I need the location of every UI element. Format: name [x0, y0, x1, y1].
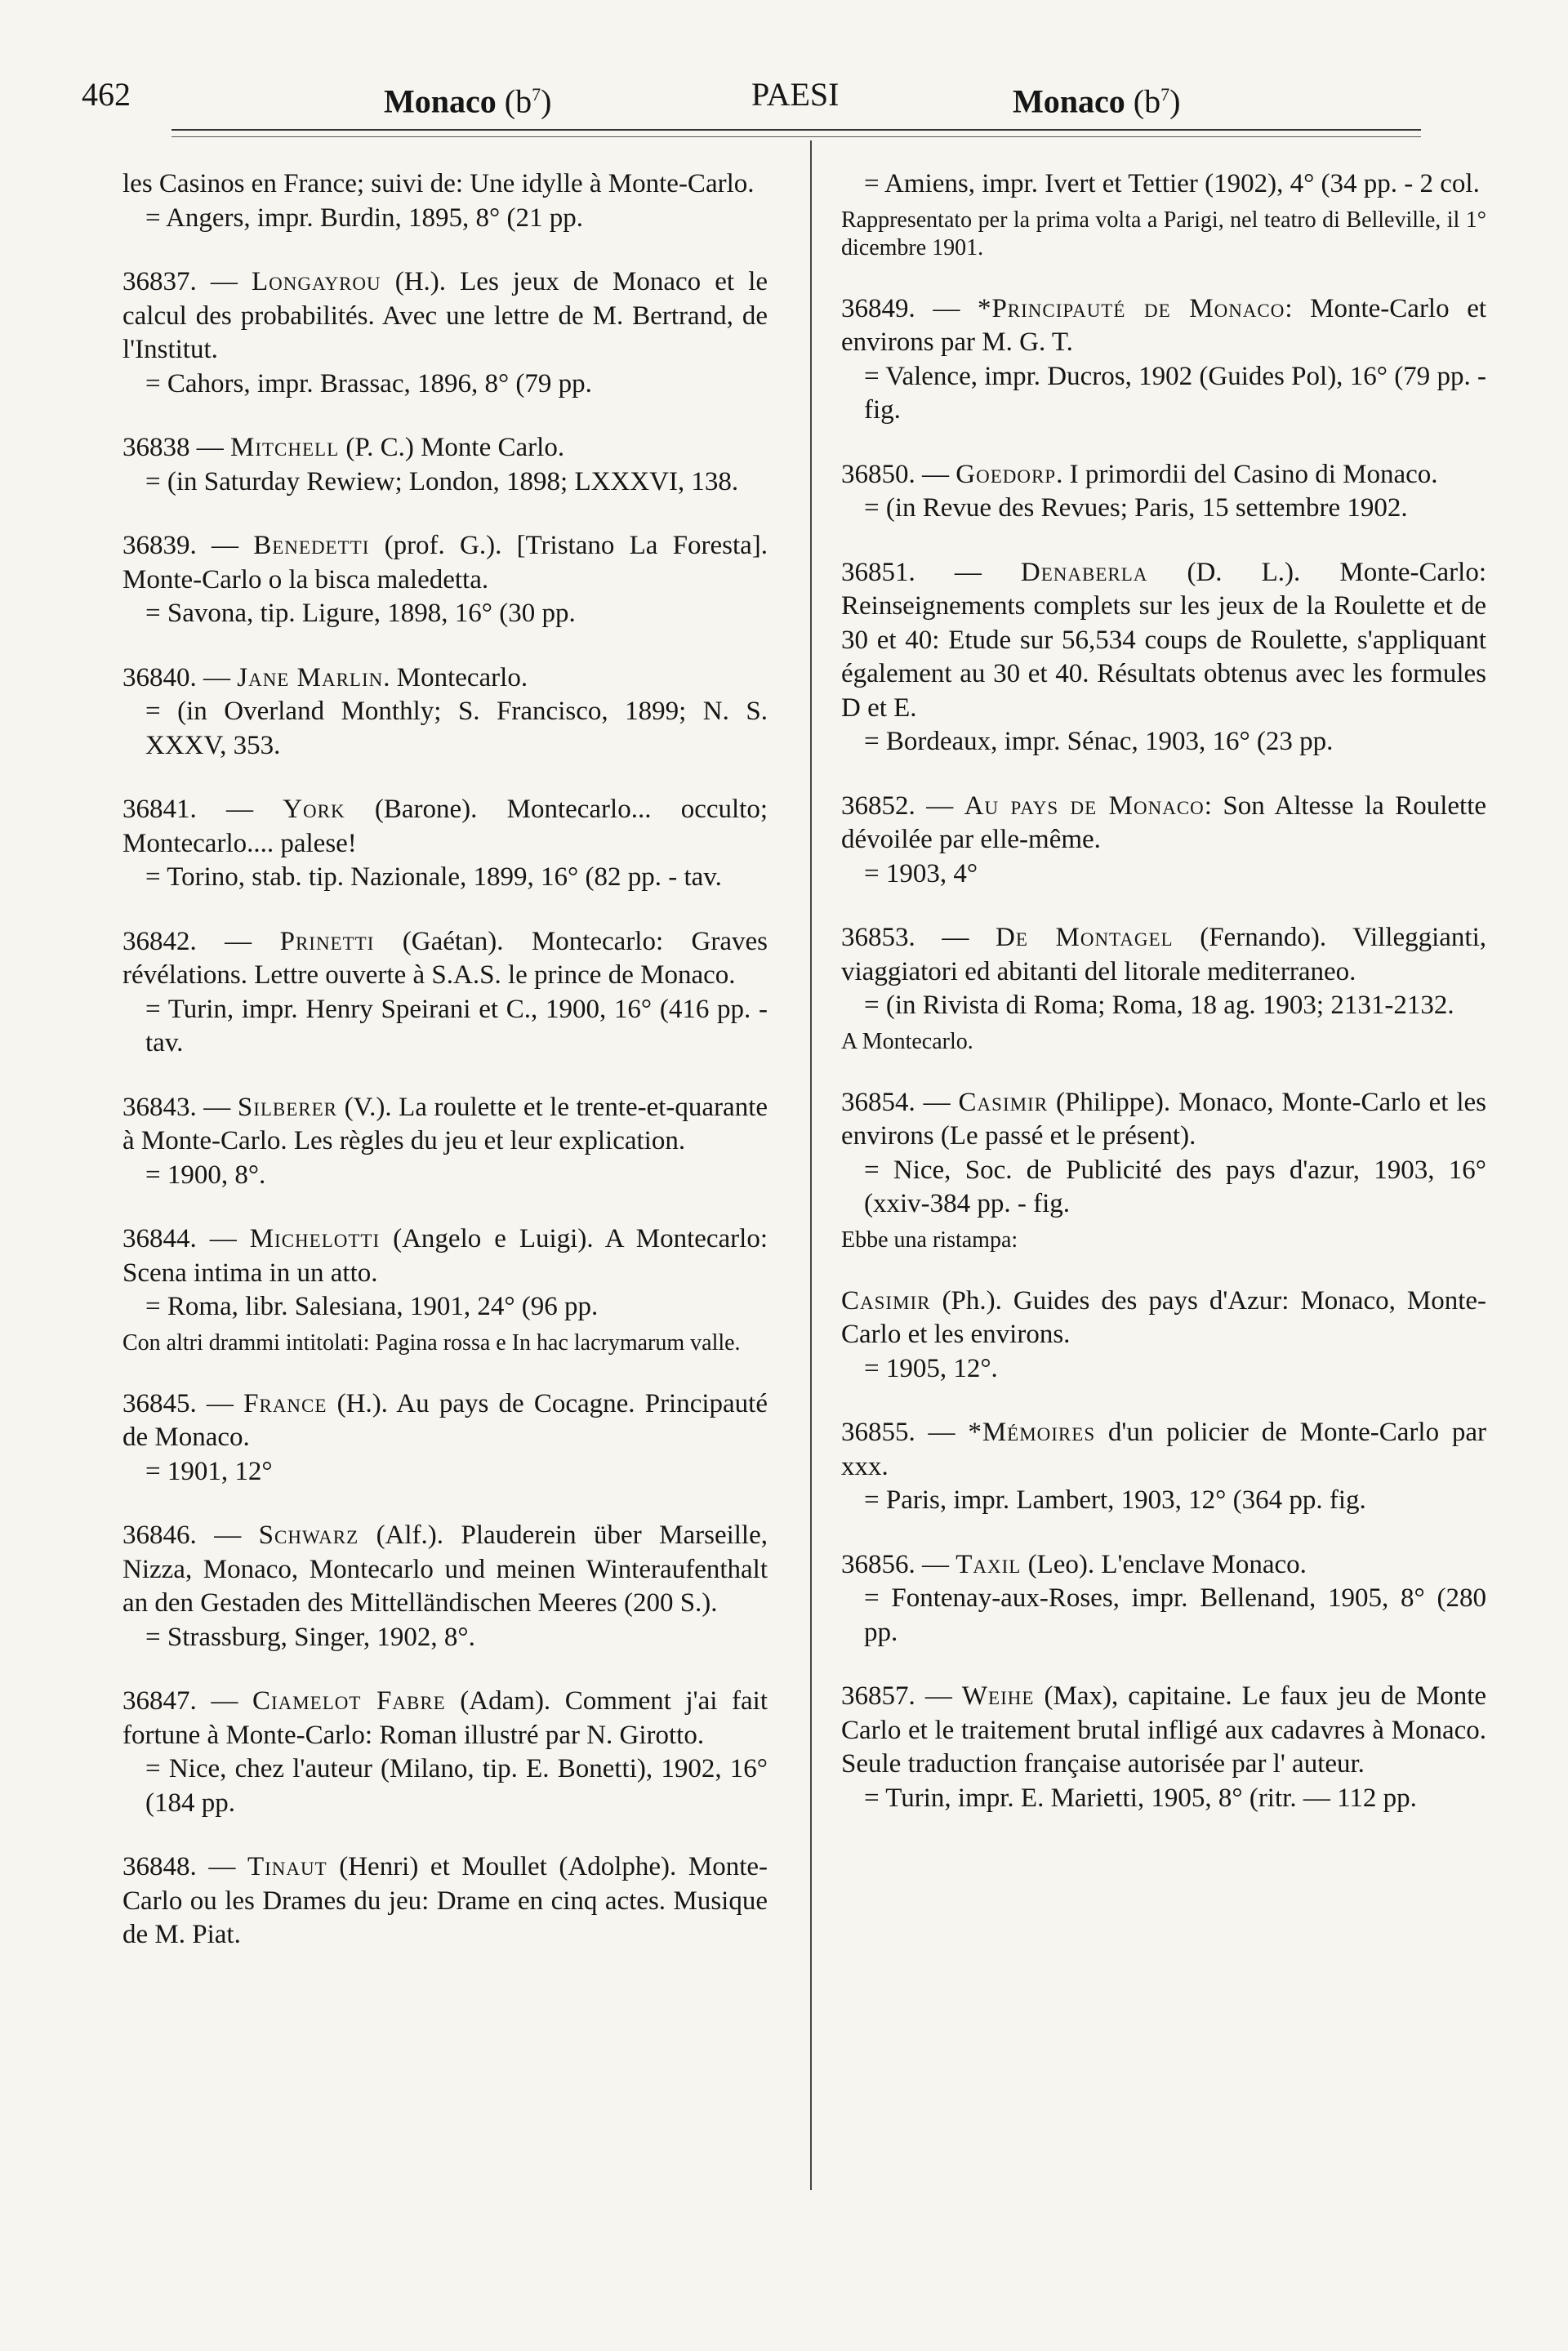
- entry-description: (Barone). Montecarlo... occulto; Montecarlo.... palese!: [122, 795, 768, 858]
- entry-number: 36840. —: [122, 662, 230, 692]
- entry-number: 36855. —: [841, 1418, 956, 1447]
- entry-number: 36851. —: [841, 557, 982, 587]
- entry-number: 36857. —: [841, 1681, 952, 1711]
- entry-title: [122, 431, 768, 465]
- entry-number: 36852. —: [841, 790, 954, 821]
- entry-number: 36847. —: [122, 1686, 238, 1716]
- bibliography-entry: [122, 1850, 768, 1952]
- entry-number: 36854. —: [841, 1087, 951, 1117]
- entry-note: Ebbe una ristampa:: [841, 1227, 1018, 1253]
- entry-author: York: [283, 795, 345, 824]
- entry-publication: = (in Saturday Rewiew; London, 1898; LXXXVI, 138.: [145, 466, 739, 496]
- entry-title: [841, 790, 1486, 857]
- entry-author: *Mémoires: [968, 1418, 1096, 1447]
- entry-text: les Casinos en France; suivi de: Une idylle à Monte-Carlo.: [122, 169, 755, 198]
- bibliography-entry: [122, 1519, 768, 1654]
- entry-author: Taxil: [956, 1549, 1022, 1579]
- entry-number: 36837. —: [122, 267, 238, 296]
- entry-note: Con altri drammi intitolati: Pagina rossa e In hac lacrymarum valle.: [122, 1329, 741, 1356]
- entry-description: : Monte-Carlo et environs par M. G. T.: [841, 293, 1487, 357]
- entry-description: (Gaétan). Montecarlo: Graves révélations. Lettre ouverte à S.A.S. le prince de Monaco.: [122, 926, 768, 990]
- entry-description: d'un policier de Monte-Carlo par xxx.: [841, 1418, 1486, 1481]
- entry-number: 36848. —: [122, 1852, 236, 1881]
- bibliography-entry: [841, 1548, 1486, 1650]
- bibliography-entry: [122, 1685, 768, 1820]
- entry-publication: = 1903, 4°: [864, 858, 978, 888]
- entry-note: A Montecarlo.: [841, 1028, 973, 1054]
- entry-title: [122, 1519, 768, 1621]
- entry-title: [841, 921, 1486, 989]
- entry-author: France: [243, 1388, 327, 1418]
- entry-number: 36839. —: [122, 531, 238, 560]
- bibliography-entry: [122, 925, 768, 1061]
- entry-description: (Philippe). Monaco, Monte-Carlo et les environs (Le passé et le présent).: [841, 1087, 1487, 1151]
- bibliography-entry: [122, 529, 768, 631]
- entry-description: (D. L.). Monte-Carlo: Reinseignements complets sur les jeux de la Roulette et de 30 et 40: Etude sur 56,534 coups de Roulette, s'appliquant également au 30 et 40. Résultats obtenus avec les formules D et E.: [841, 557, 1486, 723]
- entry-author: De Montagel: [996, 923, 1174, 952]
- entry-description: . I primordii del Casino di Monaco.: [1056, 459, 1438, 489]
- entry-number: 36850. —: [841, 459, 949, 489]
- entry-author: *Principauté de Monaco: [977, 293, 1285, 323]
- entry-description: (Fernando). Villeggianti, viaggiatori ed abitanti del litorale mediterraneo.: [841, 923, 1487, 986]
- entry-description: (prof. G.). [Tristano La Foresta]. Monte-Carlo o la bisca maledetta.: [122, 531, 768, 594]
- entry-number: 36846. —: [122, 1521, 242, 1550]
- entry-publication: = Nice, Soc. de Publicité des pays d'azur, 1903, 16° (xxiv-384 pp. - fig.: [864, 1155, 1486, 1218]
- entry-title: [841, 292, 1486, 360]
- entry-title: [122, 1091, 768, 1159]
- entry-publication: = 1900, 8°.: [145, 1160, 266, 1190]
- entry-title: [122, 529, 768, 597]
- entry-description: (Max), capitaine. Le faux jeu de Monte Carlo et le traitement brutal infligé aux cadavres à Monaco. Seule traduction française autorisée par l' auteur.: [841, 1681, 1487, 1779]
- bibliography-entry: [122, 793, 768, 895]
- column-left: [122, 167, 768, 1983]
- header-rule: [172, 129, 1421, 131]
- entry-title: [122, 793, 768, 861]
- entry-publication: = Roma, libr. Salesiana, 1901, 24° (96 pp.: [145, 1292, 599, 1321]
- entry-publication: = Strassburg, Singer, 1902, 8°.: [145, 1622, 475, 1652]
- entry-title: [122, 925, 768, 993]
- page-number: 462: [82, 76, 131, 113]
- entry-title: [841, 1548, 1486, 1583]
- entry-title: [122, 1222, 768, 1290]
- bibliography-entry: [122, 265, 768, 401]
- bibliography-entry: [122, 167, 768, 235]
- entry-number: 36841. —: [122, 795, 253, 824]
- running-head-center: PAESI: [751, 76, 840, 113]
- entry-publication: = Torino, stab. tip. Nazionale, 1899, 16° (82 pp. - tav.: [145, 862, 722, 892]
- entry-author: Michelotti: [249, 1224, 381, 1253]
- entry-author: Au pays de Monaco: [964, 790, 1205, 821]
- entry-number: 36843. —: [122, 1092, 231, 1122]
- entry-publication: = Paris, impr. Lambert, 1903, 12° (364 pp. fig.: [864, 1485, 1366, 1515]
- entry-title: [841, 1416, 1486, 1484]
- entry-publication: = Angers, impr. Burdin, 1895, 8° (21 pp.: [145, 203, 583, 233]
- entry-publication: = Bordeaux, impr. Sénac, 1903, 16° (23 pp.: [864, 727, 1334, 756]
- entry-description: (P. C.) Monte Carlo.: [339, 433, 565, 462]
- entry-description: (Ph.). Guides des pays d'Azur: Monaco, Monte-Carlo et les environs.: [841, 1285, 1486, 1349]
- entry-publication: = Turin, impr. E. Marietti, 1905, 8° (ritr. — 112 pp.: [864, 1783, 1417, 1813]
- entry-author: Silberer: [237, 1092, 338, 1122]
- entry-description: (V.). La roulette et le trente-et-quarante à Monte-Carlo. Les règles du jeu et leur explication.: [122, 1092, 768, 1155]
- bibliography-entry: [841, 1416, 1486, 1518]
- entry-publication: = Amiens, impr. Ivert et Tettier (1902), 4° (34 pp. - 2 col.: [864, 169, 1480, 198]
- entry-publication: = Cahors, impr. Brassac, 1896, 8° (79 pp.: [145, 368, 592, 399]
- entry-description: : Son Altesse la Roulette dévoilée par elle-même.: [841, 790, 1487, 854]
- entry-number: 36845. —: [122, 1388, 234, 1418]
- entry-author: Schwarz: [258, 1521, 359, 1550]
- bibliography-entry: [841, 1086, 1486, 1254]
- entry-description: (Henri) et Moullet (Adolphe). Monte-Carlo ou les Drames du jeu: Drame en cinq actes. Musique de M. Piat.: [122, 1852, 768, 1949]
- header-rule-thin: [172, 136, 1421, 137]
- entry-publication: = Fontenay-aux-Roses, impr. Bellenand, 1905, 8° (280 pp.: [864, 1583, 1486, 1647]
- bibliography-entry: [122, 661, 768, 764]
- entry-author: Prinetti: [279, 926, 375, 956]
- entry-publication: = (in Rivista di Roma; Roma, 18 ag. 1903; 2131-2132.: [864, 991, 1454, 1020]
- entry-title: [122, 1850, 768, 1952]
- entry-description: (Angelo e Luigi). A Montecarlo: Scena intima in un atto.: [122, 1224, 768, 1288]
- entry-description: (H.). Au pays de Cocagne. Principauté de Monaco.: [122, 1388, 768, 1452]
- running-head-left-paren: (b: [504, 82, 532, 120]
- column-divider: [810, 140, 812, 2190]
- running-head-right-text: Monaco: [1013, 82, 1125, 120]
- bibliography-entry: [841, 921, 1486, 1056]
- entry-publication: = (in Overland Monthly; S. Francisco, 1899; N. S. XXXV, 353.: [145, 697, 768, 760]
- bibliography-entry: [122, 1091, 768, 1193]
- bibliography-entry: [841, 458, 1486, 526]
- entry-description: (Adam). Comment j'ai fait fortune à Monte-Carlo: Roman illustré par N. Girotto.: [122, 1686, 768, 1750]
- entry-author: Casimir: [841, 1285, 931, 1316]
- bibliography-entry: [841, 1680, 1486, 1815]
- entry-author: Ciamelot Fabre: [252, 1686, 446, 1716]
- entry-note: Rappresentato per la prima volta a Parigi, nel teatro di Belleville, il 1° dicembre 1901.: [841, 207, 1486, 260]
- entry-title: [841, 458, 1486, 492]
- bibliography-entry: [841, 556, 1486, 759]
- entry-number: 36849. —: [841, 293, 960, 323]
- entry-number: 36842. —: [122, 926, 252, 956]
- entry-title: [122, 1685, 768, 1752]
- running-head-right: Monaco $(b^7)$: [1013, 82, 1181, 120]
- running-head-right-paren: (b: [1133, 82, 1161, 120]
- entry-author: Denaberla: [1020, 557, 1148, 587]
- entry-description: . Montecarlo.: [383, 662, 528, 692]
- entry-author: Weihe: [961, 1681, 1035, 1711]
- entry-publication: = (in Revue des Revues; Paris, 15 settembre 1902.: [864, 493, 1408, 523]
- entry-publication: = Nice, chez l'auteur (Milano, tip. E. Bonetti), 1902, 16° (184 pp.: [145, 1754, 768, 1818]
- entry-author: Benedetti: [253, 531, 370, 560]
- entry-author: Goedorp: [956, 459, 1057, 489]
- entry-title: [841, 1285, 1486, 1352]
- entry-publication: = Turin, impr. Henry Speirani et C., 1900, 16° (416 pp. - tav.: [145, 994, 768, 1058]
- bibliography-entry: [841, 1285, 1486, 1387]
- bibliography-entry: [841, 790, 1486, 892]
- bibliography-entry: [122, 431, 768, 499]
- entry-title: [122, 265, 768, 367]
- entry-number: 36853. —: [841, 923, 969, 952]
- entry-title: [122, 661, 768, 696]
- entry-publication: = Valence, impr. Ducros, 1902 (Guides Pol), 16° (79 pp. - fig.: [864, 361, 1486, 425]
- running-head-left: Monaco $(b^7)$: [384, 82, 552, 120]
- column-right: [841, 167, 1486, 1846]
- entry-title: [841, 1680, 1486, 1782]
- entry-publication: = Savona, tip. Ligure, 1898, 16° (30 pp.: [145, 599, 576, 628]
- entry-author: Casimir: [958, 1087, 1049, 1117]
- page-header: [82, 72, 1421, 124]
- bibliography-entry: [841, 292, 1486, 428]
- entry-author: Tinaut: [247, 1852, 327, 1881]
- bibliography-entry: [122, 1222, 768, 1357]
- entry-author: Longayrou: [251, 267, 381, 296]
- entry-publication: = 1905, 12°.: [864, 1353, 998, 1383]
- entry-author: Jane Marlin: [237, 662, 384, 692]
- entry-number: 36838 —: [122, 433, 224, 462]
- bibliography-entry: [122, 1387, 768, 1489]
- entry-number: 36844. —: [122, 1224, 237, 1253]
- running-head-left-text: Monaco: [384, 82, 497, 120]
- bibliography-entry: [841, 167, 1486, 262]
- entry-title: [841, 556, 1486, 726]
- entry-title: [122, 167, 768, 202]
- entry-title: [122, 1387, 768, 1455]
- entry-title: [841, 1086, 1486, 1154]
- entry-number: 36856. —: [841, 1549, 949, 1579]
- entry-publication: = 1901, 12°: [145, 1456, 273, 1486]
- entry-description: (Alf.). Plauderein über Marseille, Nizza, Monaco, Montecarlo und meinen Winteraufenthalt an den Gestaden des Mittelländischen Meeres (200 S.).: [122, 1521, 768, 1618]
- entry-description: (Leo). L'enclave Monaco.: [1021, 1549, 1307, 1579]
- entry-author: Mitchell: [230, 433, 340, 462]
- entry-description: (H.). Les jeux de Monaco et le calcul des probabilités. Avec une lettre de M. Bertrand, de l'Institut.: [122, 267, 768, 364]
- running-head-left-exp: 7: [532, 84, 541, 105]
- running-head-right-exp: 7: [1160, 84, 1170, 105]
